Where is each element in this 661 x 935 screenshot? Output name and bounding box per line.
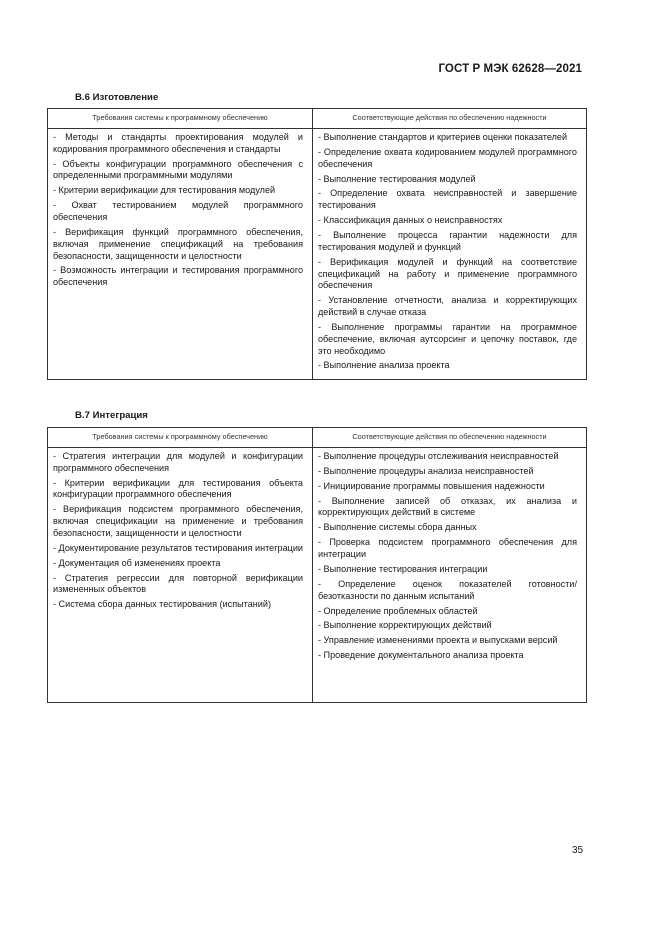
list-item: - Верификация модулей и функций на соответствие спецификаций на работу и применение программного обеспечения — [318, 256, 577, 291]
list-item: - Управление изменениями проекта и выпусками версий — [318, 635, 558, 646]
list-item: - Выполнение программы гарантии на программное обеспечение, включая аутсорсинг и цепочку поставок, где это необходимо — [318, 321, 577, 356]
list-item: - Верификация подсистем программного обеспечения, включая спецификации на применение и требования безопасности, защищенности и целостности — [53, 504, 303, 538]
list-item: - Выполнение корректирующих действий — [318, 620, 492, 631]
list-item: - Определение охвата неисправностей и завершение тестирования — [318, 188, 577, 211]
table-body-row — [48, 129, 587, 380]
table-body-row — [48, 448, 587, 703]
list-item: - Возможность интеграции и тестирования программного обеспечения — [53, 265, 303, 288]
list-item: - Определение охвата кодированием модулей программного обеспечения — [318, 146, 577, 169]
page-number: 35 — [572, 845, 584, 856]
list-item: - Стратегия интеграции для модулей и конфигурации программного обеспечения — [53, 451, 303, 473]
list-item: - Объекты конфигурации программного обеспечения с определенными программными модулями — [53, 158, 303, 181]
list-item: - Документация об изменениях проекта — [53, 557, 221, 568]
list-item: - Критерии верификации для тестирования объекта конфигурации программного обеспечения — [53, 477, 303, 500]
requirements-cell — [48, 448, 313, 703]
requirements-cell — [48, 129, 313, 380]
list-item: - Выполнение анализа проекта — [318, 360, 450, 371]
list-item: - Охват тестированием модулей программного обеспечения — [53, 200, 303, 223]
column-header-actions: Соответствующие действия по обеспечению надежности — [313, 428, 587, 448]
actions-cell — [313, 448, 587, 703]
list-item: - Определение оценок показателей готовности/безотказности по данным испытаний — [318, 578, 577, 601]
section-title-b7: B.7 Интеграция — [75, 410, 148, 421]
list-item: - Система сбора данных тестирования (испытаний) — [53, 599, 271, 610]
list-item: - Выполнение системы сбора данных — [318, 522, 477, 533]
table-header-row — [48, 428, 587, 448]
document-code: ГОСТ Р МЭК 62628—2021 — [438, 63, 582, 75]
list-item: - Стратегия регрессии для повторной верификации измененных объектов — [53, 572, 303, 595]
list-item: - Инициирование программы повышения надежности — [318, 480, 545, 491]
list-item: - Критерии верификации для тестирования модулей — [53, 185, 276, 196]
list-item: - Методы и стандарты проектирования модулей и кодирования программного обеспечения и стандарты — [53, 132, 303, 154]
list-item: - Определение проблемных областей — [318, 605, 478, 616]
list-item: - Выполнение записей об отказах, их анализа и корректирующих действий в системе — [318, 495, 577, 518]
list-item: - Выполнение процедуры анализа неисправностей — [318, 465, 534, 476]
column-header-actions: Соответствующие действия по обеспечению надежности — [313, 109, 587, 129]
list-item: - Выполнение процесса гарантии надежности для тестирования модулей и функций — [318, 230, 577, 252]
list-item: - Верификация функций программного обеспечения, включая применение спецификаций на требования безопасности, защищенности и целостности — [53, 226, 303, 261]
list-item: - Выполнение тестирования интеграции — [318, 563, 488, 574]
list-item: - Выполнение процедуры отслеживания неисправностей — [318, 451, 559, 461]
table-b6 — [47, 108, 587, 380]
list-item: - Выполнение тестирования модулей — [318, 173, 476, 184]
list-item: - Документирование результатов тестирования интеграции — [53, 542, 304, 553]
actions-cell — [313, 129, 587, 380]
list-item: - Классификация данных о неисправностях — [318, 215, 503, 226]
list-item: - Выполнение стандартов и критериев оценки показателей — [318, 132, 568, 142]
table-header-row — [48, 109, 587, 129]
section-title-b6: B.6 Изготовление — [75, 92, 159, 103]
column-header-requirements: Требования системы к программному обеспечению — [48, 109, 313, 129]
list-item: - Установление отчетности, анализа и корректирующих действий в случае отказа — [318, 295, 577, 318]
column-header-requirements: Требования системы к программному обеспечению — [48, 428, 313, 448]
table-b7 — [47, 427, 587, 703]
list-item: - Проверка подсистем программного обеспечения для интеграции — [318, 537, 577, 560]
list-item: - Проведение документального анализа проекта — [318, 650, 524, 661]
